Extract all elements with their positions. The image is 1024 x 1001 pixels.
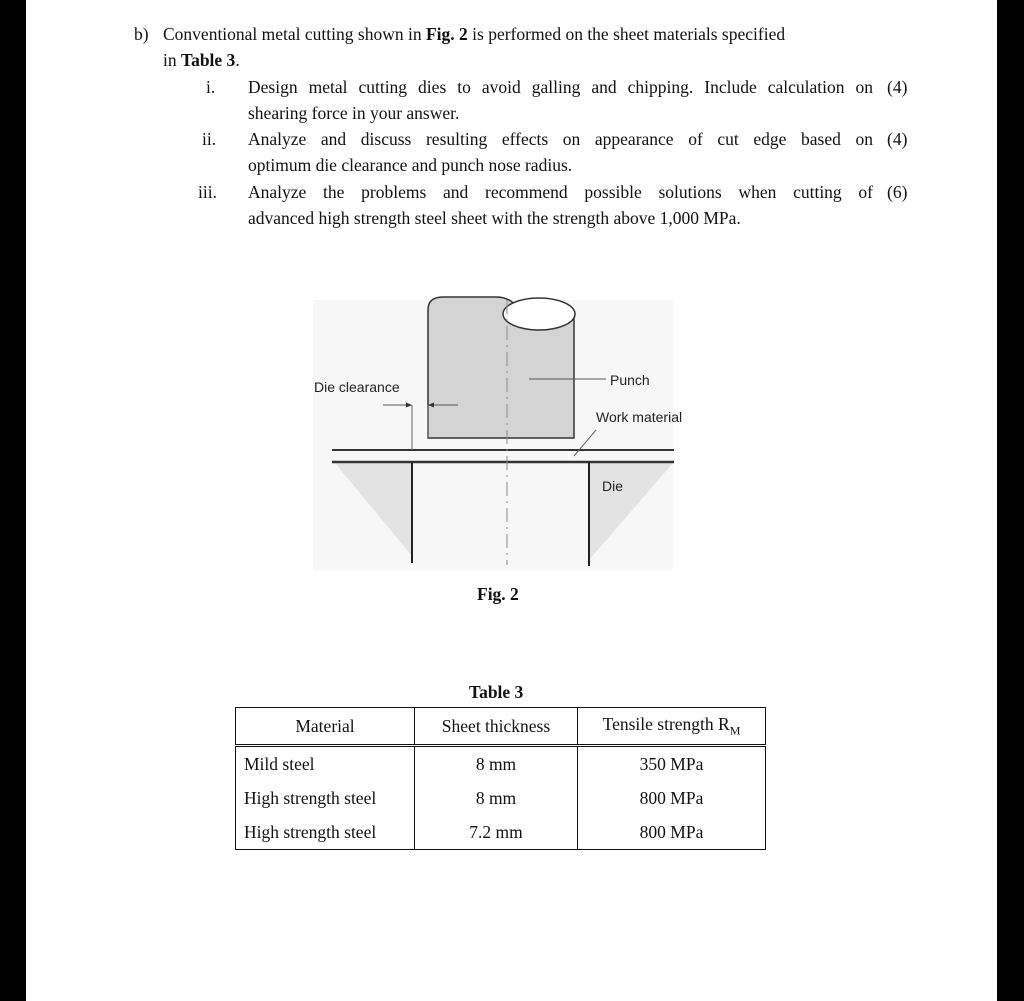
item-3-number: iii. bbox=[198, 182, 217, 202]
cell-strength: 800 MPa bbox=[578, 815, 766, 850]
fig2-diagram bbox=[26, 0, 997, 620]
cell-material: High strength steel bbox=[236, 781, 415, 815]
intro-table-ref: Table 3 bbox=[181, 50, 236, 70]
item-1-line1: Design metal cutting dies to avoid galling and chipping. Include calculation on bbox=[248, 77, 873, 97]
intro-text-2: is performed on the sheet materials specified bbox=[467, 24, 786, 44]
table-header-row bbox=[236, 708, 766, 746]
item-1-line2: shearing force in your answer. bbox=[248, 103, 460, 123]
punch-label: Punch bbox=[610, 372, 650, 388]
intro-text-4: . bbox=[235, 50, 240, 70]
die-label: Die bbox=[602, 478, 624, 494]
punch-top-ellipse bbox=[503, 298, 575, 330]
item-2-marks: (4) bbox=[887, 129, 908, 149]
cell-thickness: 7.2 mm bbox=[415, 815, 578, 850]
table-3 bbox=[235, 707, 766, 850]
cell-strength: 350 MPa bbox=[578, 746, 766, 782]
cell-thickness: 8 mm bbox=[415, 781, 578, 815]
item-2-line1: Analyze and discuss resulting effects on appearance of cut edge based on bbox=[248, 129, 873, 149]
document-page bbox=[26, 0, 997, 1001]
header-tensile-strength bbox=[578, 708, 766, 746]
item-3-line2: advanced high strength steel sheet with the strength above 1,000 MPa. bbox=[248, 208, 741, 228]
table-row bbox=[236, 781, 766, 815]
question-label: b) bbox=[134, 24, 149, 44]
item-1-number: i. bbox=[206, 77, 216, 97]
die-clearance-label: Die clearance bbox=[314, 379, 400, 395]
figure-caption: Fig. 2 bbox=[477, 584, 519, 604]
intro-text-3: in bbox=[163, 50, 181, 70]
intro-fig-ref: Fig. 2 bbox=[425, 24, 468, 44]
cell-material: High strength steel bbox=[236, 815, 415, 850]
header-tensile-subscript: M bbox=[729, 723, 741, 738]
item-3-marks: (6) bbox=[887, 182, 908, 202]
cell-material: Mild steel bbox=[236, 746, 415, 782]
header-tensile-text: Tensile strength R bbox=[602, 713, 730, 734]
table-row bbox=[236, 746, 766, 782]
header-material: Material bbox=[236, 708, 415, 746]
item-2-line2: optimum die clearance and punch nose radius. bbox=[248, 155, 573, 175]
work-material-label: Work material bbox=[596, 409, 683, 425]
header-sheet-thickness: Sheet thickness bbox=[415, 708, 578, 746]
cell-strength: 800 MPa bbox=[578, 781, 766, 815]
cell-thickness: 8 mm bbox=[415, 746, 578, 782]
item-3-line1: Analyze the problems and recommend possible solutions when cutting of bbox=[248, 182, 873, 202]
item-1-marks: (4) bbox=[887, 77, 908, 97]
table-row bbox=[236, 815, 766, 850]
table-caption: Table 3 bbox=[469, 682, 524, 702]
item-2-number: ii. bbox=[202, 129, 217, 149]
intro-text-1: Conventional metal cutting shown in bbox=[163, 24, 426, 44]
